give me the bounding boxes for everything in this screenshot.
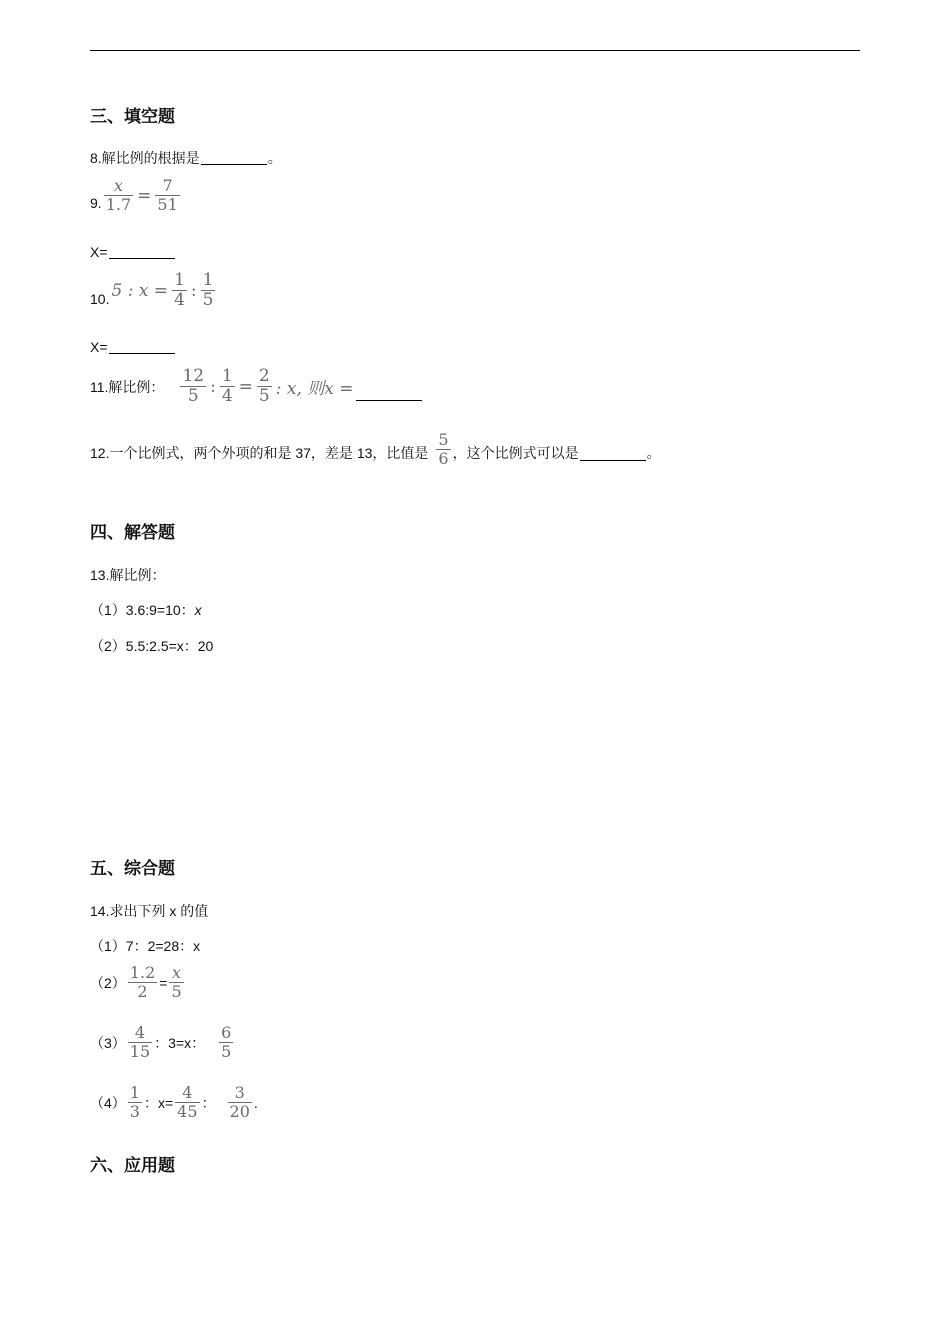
q14-p3-f2-numerator: 6 — [221, 1023, 232, 1042]
q14-p3-f2-denominator: 5 — [221, 1042, 232, 1061]
q10-f2-denominator: 5 — [202, 290, 214, 310]
q11-fraction-2 — [220, 368, 235, 405]
q14-p2-f1-numerator: 1.2 — [129, 963, 156, 982]
q11-f1-numerator: 12 — [182, 366, 205, 386]
q12-end: 。 — [646, 445, 661, 461]
question-14-title: 14.求出下列 x 的值 — [90, 903, 209, 919]
q14-p2-equals: = — [159, 974, 168, 991]
q14-p2-fraction-2 — [169, 965, 183, 1000]
q14-p4-end: . — [253, 1094, 258, 1111]
question-13-part-2: （2）5.5:2.5=x：20 — [90, 638, 214, 654]
q14-p4-middle-2: ： — [201, 1094, 216, 1111]
question-10 — [90, 272, 217, 309]
q10-f2-numerator: 1 — [202, 270, 214, 290]
q14-p4-f1-denominator: 3 — [129, 1102, 140, 1121]
q10-label: 10. — [90, 291, 110, 307]
q14-p2-f1-denominator: 2 — [137, 982, 148, 1001]
q10-fraction-1 — [172, 272, 187, 309]
q11-f3-denominator: 5 — [258, 386, 270, 406]
q11-equals: = — [238, 376, 253, 397]
q14-p3-f1-denominator: 15 — [129, 1042, 151, 1061]
q12-text-after: ，这个比例式可以是 — [452, 445, 579, 461]
q14-p4-middle-1: ：x= — [143, 1094, 174, 1111]
q13-p1-variable: x — [194, 602, 202, 618]
q9-lhs-denominator: 1.7 — [105, 195, 132, 214]
q11-answer-blank[interactable] — [356, 388, 422, 401]
q14-p4-fraction-3 — [228, 1085, 252, 1120]
q10-answer-label: X= — [90, 339, 108, 355]
q11-f3-numerator: 2 — [258, 366, 270, 386]
question-8 — [90, 148, 282, 168]
q10-answer-blank[interactable] — [109, 341, 175, 354]
q8-end: 。 — [267, 150, 282, 166]
question-9-answer — [90, 244, 176, 260]
question-14-part-1: （1）7：2=28：x — [90, 938, 201, 954]
question-13-part-1 — [90, 600, 202, 620]
q14-p3-label: （3） — [90, 1034, 126, 1051]
q9-answer-blank[interactable] — [109, 246, 175, 259]
q14-p2-f2-denominator: 5 — [171, 982, 182, 1001]
q14-p4-f2-denominator: 45 — [177, 1102, 198, 1121]
q10-fraction-2 — [201, 272, 216, 309]
q9-lhs-numerator: x — [113, 176, 123, 195]
q14-p3-fraction-1 — [128, 1025, 152, 1060]
q12-ratio-numerator: 5 — [438, 430, 449, 449]
q11-tail: : x, 则x = — [275, 379, 354, 399]
q11-label: 11.解比例： — [90, 378, 165, 395]
q14-p2-fraction-1 — [128, 965, 157, 1000]
section-heading-fill-blank: 三、填空题 — [90, 107, 175, 126]
q9-equals: = — [137, 185, 152, 206]
q14-p4-f3-denominator: 20 — [229, 1102, 250, 1121]
q14-p3-fraction-2 — [219, 1025, 233, 1060]
question-11 — [90, 368, 423, 405]
q14-p4-f3-numerator: 3 — [234, 1083, 245, 1102]
q10-colon: : — [190, 280, 197, 301]
q12-answer-blank[interactable] — [580, 448, 646, 461]
q12-ratio-denominator: 6 — [438, 449, 449, 468]
q14-p3-middle: ：3=x： — [154, 1034, 206, 1051]
q11-f1-denominator: 5 — [187, 386, 199, 406]
q8-answer-blank[interactable] — [201, 152, 267, 165]
q12-ratio-fraction — [436, 432, 450, 467]
q10-f1-denominator: 4 — [174, 290, 185, 310]
section-heading-application: 六、应用题 — [90, 1156, 175, 1175]
q11-colon: : — [210, 376, 216, 397]
q9-rhs-denominator: 51 — [157, 195, 178, 214]
q13-p1-prefix: （1）3.6:9=10： — [90, 602, 195, 618]
q10-f1-numerator: 1 — [174, 270, 185, 290]
q14-p4-fraction-1 — [128, 1085, 142, 1120]
q14-p4-label: （4） — [90, 1094, 126, 1111]
question-10-answer — [90, 339, 176, 355]
q14-p2-label: （2） — [90, 974, 126, 991]
q11-f2-numerator: 1 — [221, 366, 233, 386]
q9-answer-label: X= — [90, 244, 108, 260]
question-13-title: 13.解比例： — [90, 567, 166, 583]
q9-rhs-numerator: 7 — [162, 176, 173, 195]
q9-fraction-rhs — [155, 178, 179, 213]
q14-p3-f1-numerator: 4 — [134, 1023, 146, 1042]
q11-f2-denominator: 4 — [221, 386, 233, 406]
q12-text-before: 12.一个比例式，两个外项的和是 37，差是 13，比值是 — [90, 445, 429, 461]
q10-expression: 5 : x = — [111, 280, 169, 301]
section-heading-answer: 四、解答题 — [90, 523, 175, 542]
q11-fraction-1 — [180, 368, 206, 405]
section-heading-comprehensive: 五、综合题 — [90, 859, 175, 878]
question-12 — [90, 432, 661, 467]
question-14-part-2 — [90, 965, 186, 1000]
q11-fraction-3 — [257, 368, 272, 405]
question-9 — [90, 178, 182, 213]
q9-label: 9. — [90, 195, 102, 211]
q14-p2-f2-numerator: x — [172, 963, 182, 982]
q14-p4-f1-numerator: 1 — [129, 1083, 140, 1102]
q14-p4-fraction-2 — [175, 1085, 199, 1120]
q9-fraction-lhs — [104, 178, 133, 213]
header-rule — [90, 50, 860, 51]
question-14-part-4 — [90, 1085, 258, 1120]
question-14-part-3 — [90, 1025, 235, 1060]
q8-text: 8.解比例的根据是 — [90, 150, 200, 166]
q14-p4-f2-numerator: 4 — [182, 1083, 193, 1102]
